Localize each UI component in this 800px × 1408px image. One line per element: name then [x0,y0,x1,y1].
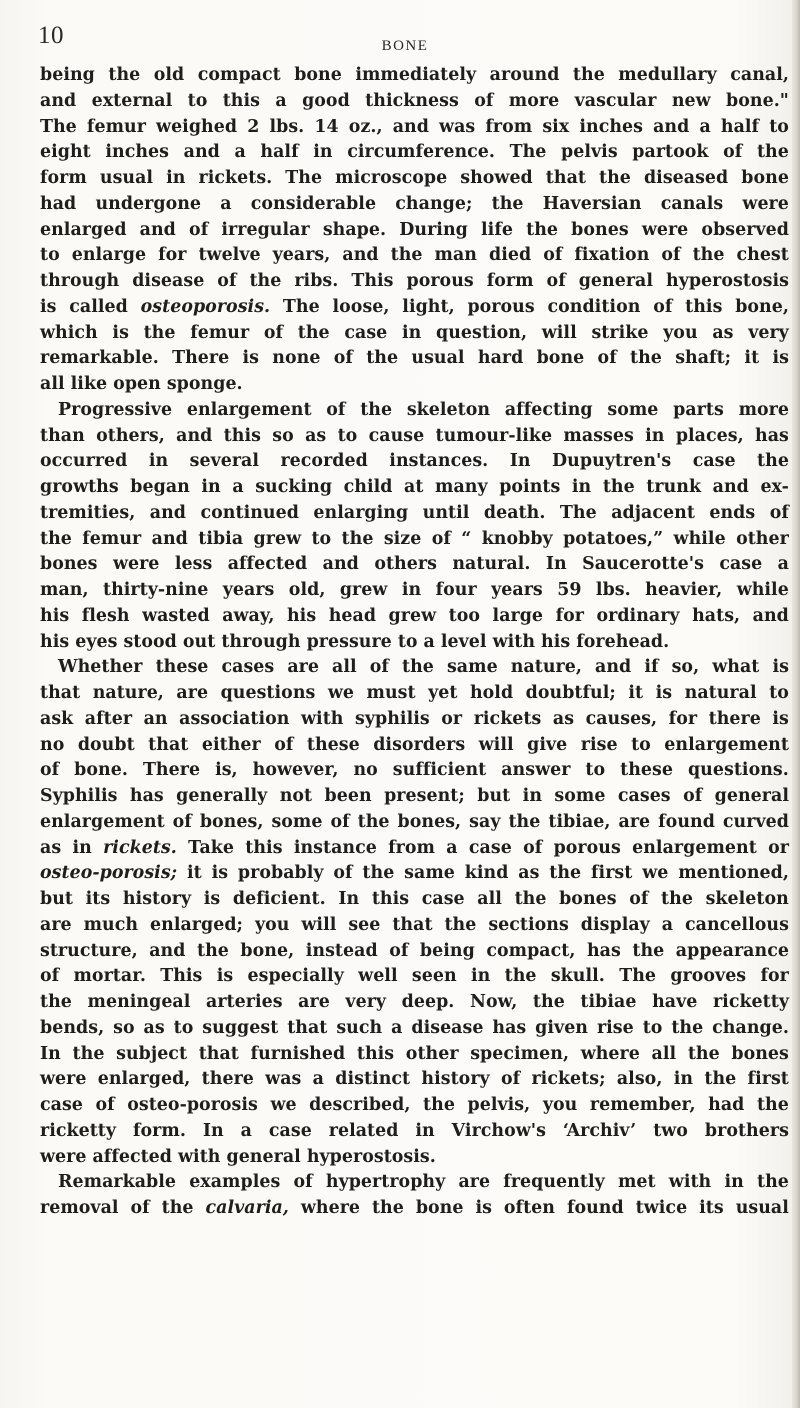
running-head: BONE [381,38,429,54]
text-line: structure, and the bone, instead of being compact, has the appearance [40,940,789,961]
body-text [40,63,789,1222]
text-line: than others, and this so as to cause tumour-like masses in places, has [40,425,789,446]
text-line: of bone. There is, however, no sufficient answer to these questions. [40,760,789,781]
text-line: Syphilis has generally not been present; but in some cases of general [40,786,789,806]
text-line: the femur and tibia grew to the size of “ knobby potatoes,” while other [40,528,789,549]
text-line: and external to this a good thickness of more vascular new bone." [40,90,789,111]
text-line: had undergone a considerable change; the Haversian canals were [40,193,789,214]
text-line: Progressive enlargement of the skeleton affecting some parts more [58,399,789,420]
text-line: his eyes stood out through pressure to a level with his forehead. [40,631,670,652]
text-line: In the subject that furnished this other specimen, where all the bones [40,1043,789,1064]
text-line: are much enlarged; you will see that the sections display a cancellous [40,914,789,935]
text-line: bones were less affected and others natural. In Saucerotte's case a [40,554,789,575]
text-line: enlargement of bones, some of the bones, say the tibiae, are found curved [40,811,789,832]
text-line: that nature, are questions we must yet hold doubtful; it is natural to [40,683,789,703]
text-line: Remarkable examples of hypertrophy are frequently met with in the [58,1172,789,1193]
text-line: case of osteo-porosis we described, the pelvis, you remember, had the [40,1095,789,1115]
text-line: man, thirty-nine years old, grew in four years 59 lbs. heavier, while [40,580,789,600]
text-line: through disease of the ribs. This porous form of general hyperostosis [40,271,789,291]
text-line: ricketty form. In a case related in Virchow's ‘Archiv’ two brothers [40,1120,789,1141]
text-line: eight inches and a half in circumference. The pelvis partook of the [40,142,789,163]
text-line: were enlarged, there was a distinct history of rickets; also, in the first [40,1069,789,1090]
text-line: his flesh wasted away, his head grew too large for ordinary hats, and [40,605,789,626]
text-line: tremities, and continued enlarging until death. The adjacent ends of [40,502,789,523]
text-line: the meningeal arteries are very deep. Now, the tibiae have ricketty [40,992,789,1012]
text-line: The femur weighed 2 lbs. 14 oz., and was from six inches and a half to [40,116,789,137]
text-line: to enlarge for twelve years, and the man died of fixation of the chest [40,245,789,266]
text-line: being the old compact bone immediately around the medullary canal, [40,65,789,85]
page-edge [792,0,800,1408]
text-line: Whether these cases are all of the same nature, and if so, what is [58,657,789,678]
text-line: form usual in rickets. The microscope showed that the diseased bone [40,168,789,188]
text-line: ask after an association with syphilis or rickets as causes, for there is [40,708,789,729]
text-line: remarkable. There is none of the usual hard bone of the shaft; it is [40,348,789,369]
text-line: which is the femur of the case in question, will strike you as very [40,322,789,343]
text-line: occurred in several recorded instances. In Dupuytren's case the [40,451,789,472]
text-line: osteo-porosis; it is probably of the same kind as the first we mentioned, [40,863,789,884]
text-line: bends, so as to suggest that such a disease has given rise to the change. [40,1017,789,1038]
text-line: enlarged and of irregular shape. During life the bones were observed [40,219,789,240]
page-number: 10 [38,22,64,49]
text-line: were affected with general hyperostosis. [40,1146,436,1167]
text-line: all like open sponge. [40,374,243,394]
text-line: is called osteoporosis. The loose, light, porous condition of this bone, [40,296,789,317]
text-line: but its history is deficient. In this case all the bones of the skeleton [40,889,789,909]
text-line: removal of the calvaria, where the bone is often found twice its usual [40,1198,789,1218]
text-line: as in rickets. Take this instance from a case of porous enlargement or [40,837,789,858]
text-line: growths began in a sucking child at many points in the trunk and ex- [40,477,789,497]
text-line: no doubt that either of these disorders will give rise to enlargement [40,734,789,755]
text-line: of mortar. This is especially well seen in the skull. The grooves for [40,966,789,987]
